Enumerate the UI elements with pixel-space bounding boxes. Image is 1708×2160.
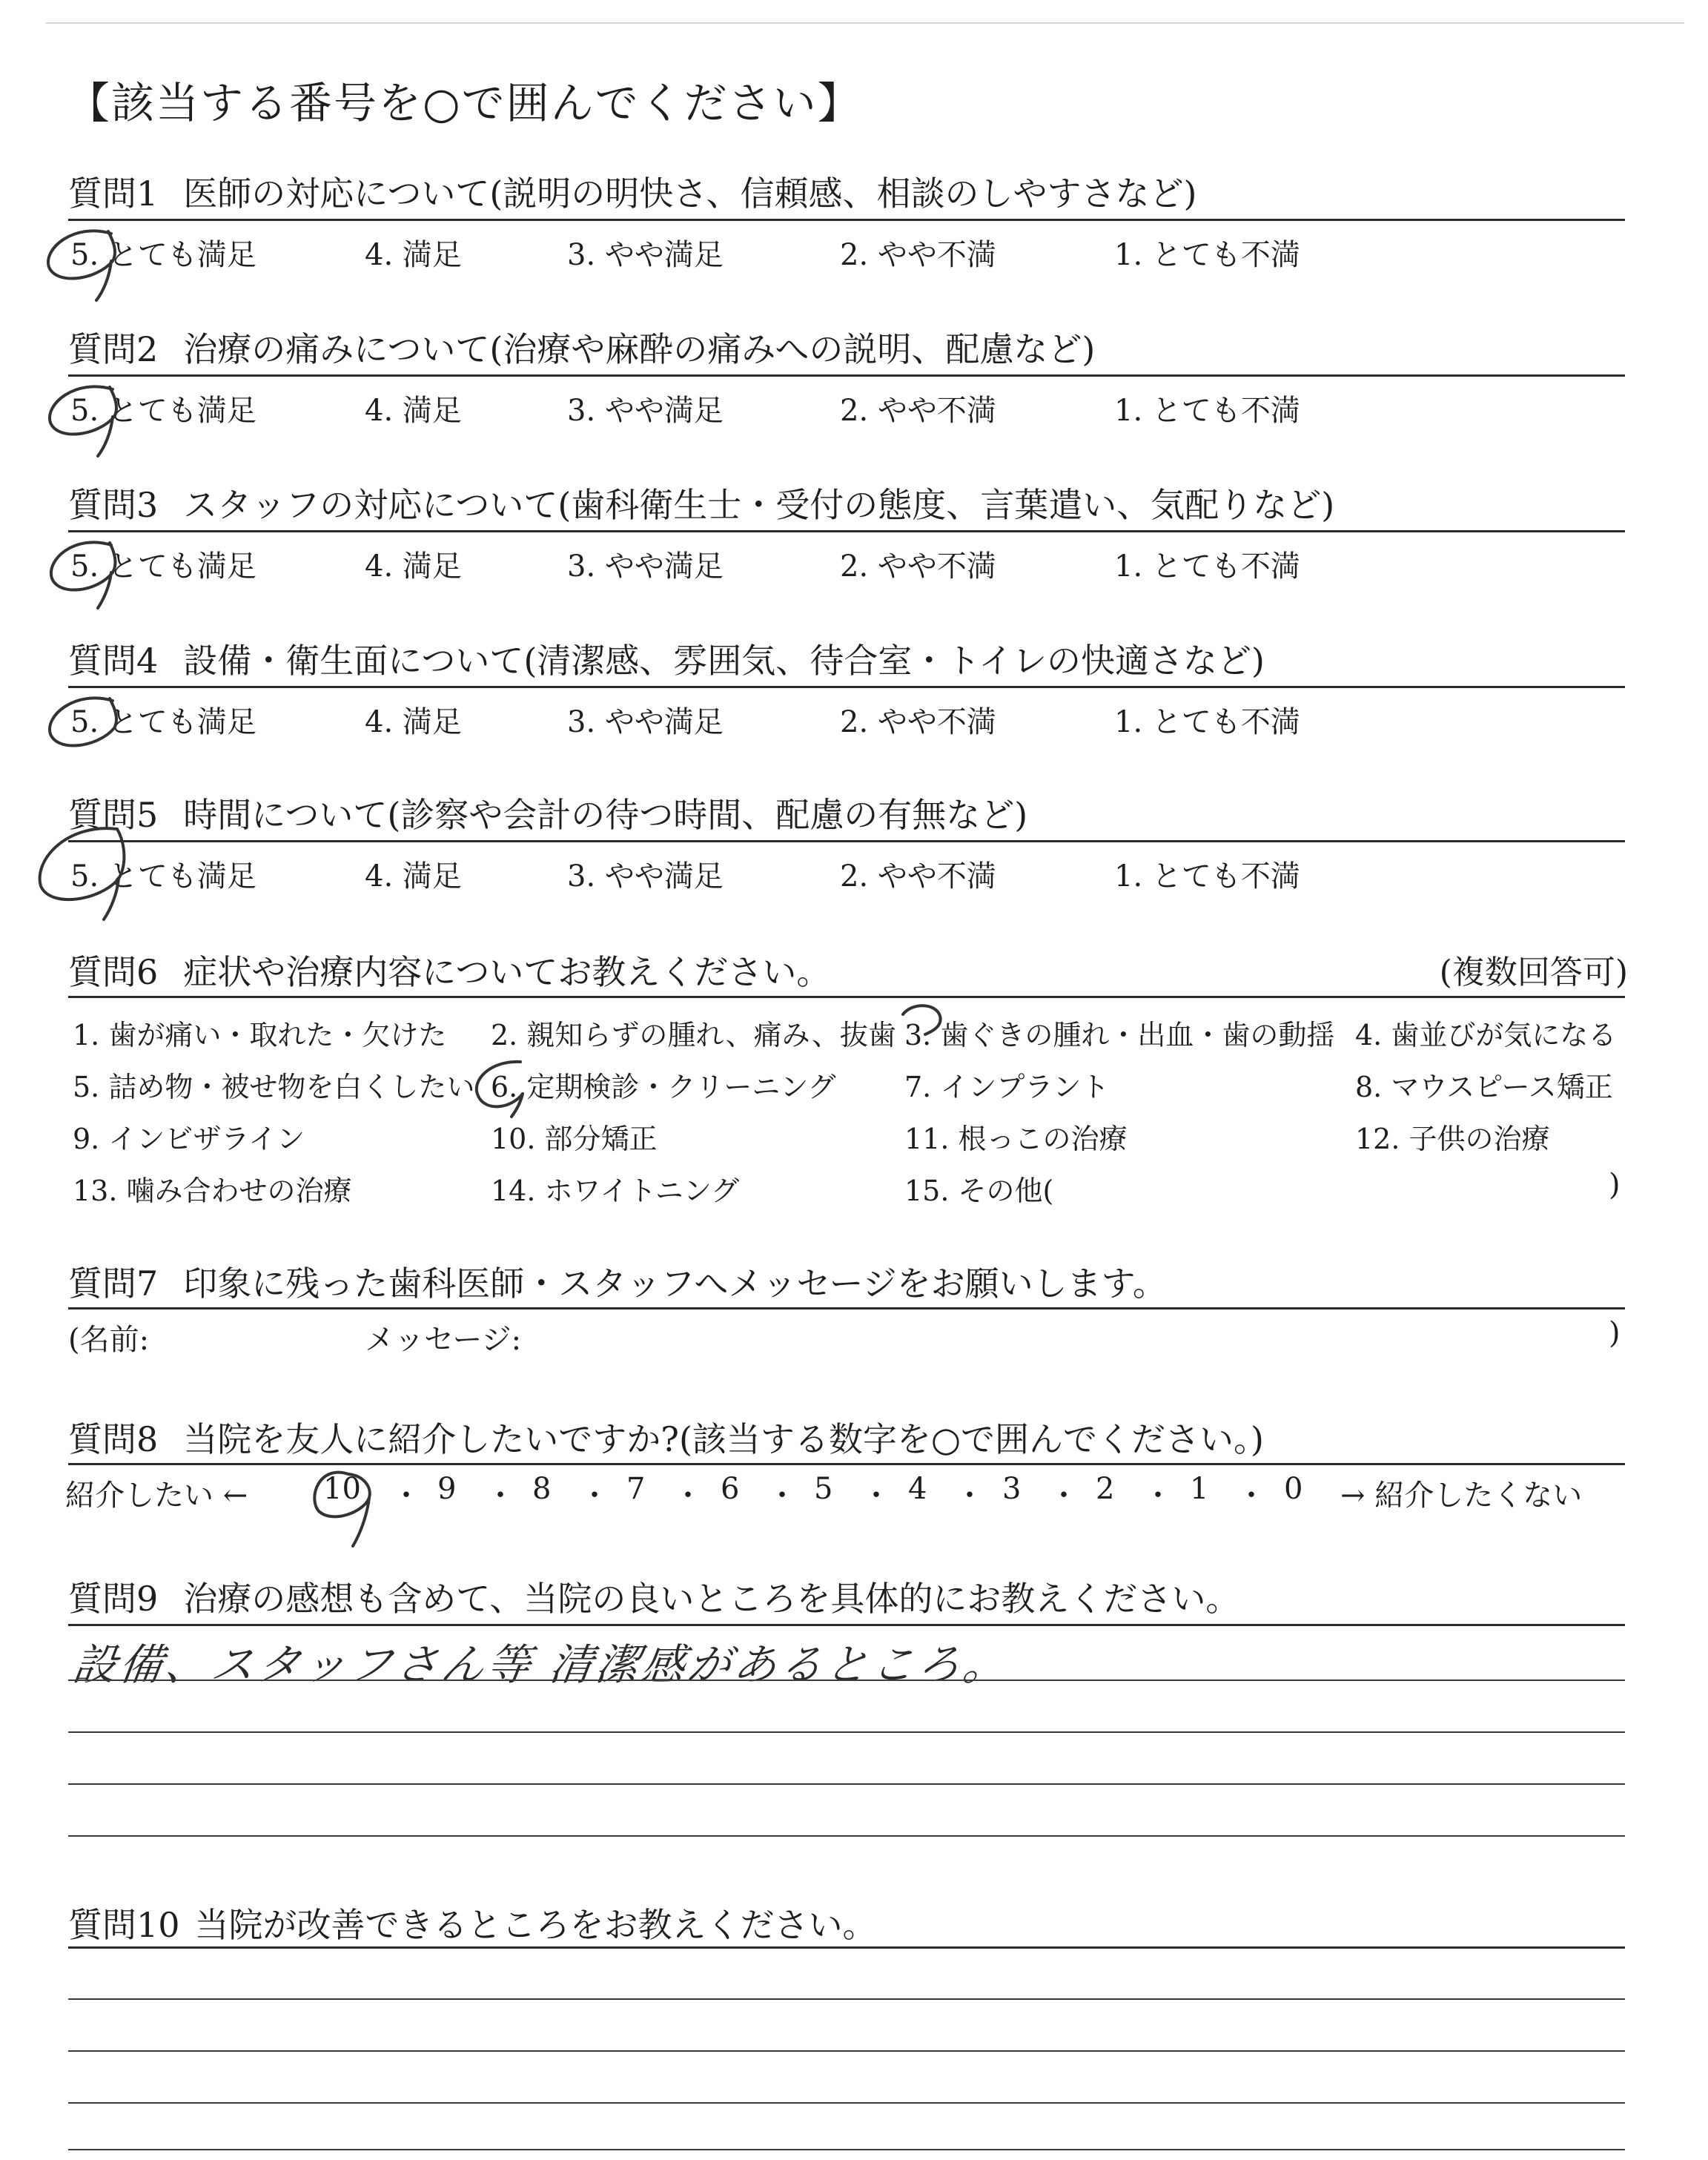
q6-option-8[interactable]: 8. マウスピース矯正 (1355, 1071, 1613, 1103)
q5-option-1[interactable]: 1. とても不満 (1114, 859, 1300, 894)
scale-8[interactable]: 8 (532, 1472, 552, 1506)
q6-option-11[interactable]: 11. 根っこの治療 (904, 1123, 1128, 1155)
question-text: 設備・衛生面について(清潔感、雰囲気、待合室・トイレの快適さなど) (183, 641, 1265, 681)
q6-option-1[interactable]: 1. 歯が痛い・取れた・欠けた (73, 1019, 447, 1051)
question-text: 症状や治療内容についてお教えください。 (183, 952, 831, 992)
question-text: 当院を友人に紹介したいですか?(該当する数字を○で囲んでください。) (183, 1419, 1264, 1459)
q6-option-7[interactable]: 7. インプラント (904, 1071, 1110, 1103)
question-number: 質問4 (68, 641, 159, 681)
question-4 (68, 634, 1265, 683)
question-number: 質問9 (68, 1579, 159, 1619)
scale-7[interactable]: 7 (626, 1472, 646, 1506)
question-2 (68, 323, 1095, 371)
q1-option-3[interactable]: 3. やや満足 (567, 238, 724, 272)
question-number: 質問1 (68, 174, 159, 214)
top-divider (46, 22, 1684, 24)
question-6-rule (68, 996, 1625, 998)
q2-option-1[interactable]: 1. とても不満 (1114, 394, 1300, 428)
q4-option-3[interactable]: 3. やや満足 (567, 705, 724, 739)
question-10-rule (68, 1946, 1625, 1949)
scale-left-label: 紹介したい ← (65, 1479, 248, 1513)
q3-option-3[interactable]: 3. やや満足 (567, 549, 724, 584)
question-number: 質問5 (68, 795, 159, 835)
q6-option-5[interactable]: 5. 詰め物・被せ物を白くしたい (73, 1071, 475, 1103)
scale-sep: ・ (861, 1479, 891, 1513)
question-9 (68, 1572, 1239, 1621)
scale-1[interactable]: 1 (1190, 1472, 1209, 1506)
answer-line (68, 1835, 1625, 1837)
q4-option-2[interactable]: 2. やや不満 (840, 705, 996, 739)
q1-option-1[interactable]: 1. とても不満 (1114, 238, 1300, 272)
scale-right-label: → 紹介したくない (1340, 1479, 1583, 1513)
question-5-rule (68, 840, 1625, 842)
question-number: 質問6 (68, 952, 159, 992)
scale-sep: ・ (1049, 1479, 1079, 1513)
q5-option-5[interactable]: 5. とても満足 (70, 859, 256, 894)
q4-option-5[interactable]: 5. とても満足 (70, 705, 256, 739)
q6-option-15[interactable]: 15. その他( (904, 1175, 1054, 1207)
question-7-rule (68, 1307, 1625, 1309)
q2-option-2[interactable]: 2. やや不満 (840, 394, 996, 428)
scale-2[interactable]: 2 (1096, 1472, 1115, 1506)
q1-option-4[interactable]: 4. 満足 (365, 238, 462, 272)
scale-5[interactable]: 5 (814, 1472, 833, 1506)
question-1 (68, 167, 1196, 216)
question-number: 質問7 (68, 1264, 159, 1304)
question-number: 質問10 (68, 1905, 180, 1945)
answer-line (68, 2149, 1625, 2150)
q3-option-5[interactable]: 5. とても満足 (70, 549, 256, 584)
answer-line (68, 1731, 1625, 1733)
question-1-rule (68, 219, 1625, 221)
question-text: 治療の痛みについて(治療や麻酔の痛みへの説明、配慮など) (183, 329, 1096, 369)
scale-sep: ・ (955, 1479, 984, 1513)
q6-option-6[interactable]: 6. 定期検診・クリーニング (491, 1071, 836, 1103)
q2-option-3[interactable]: 3. やや満足 (567, 394, 724, 428)
question-7 (68, 1257, 1167, 1306)
answer-line (68, 1998, 1625, 2000)
q5-option-4[interactable]: 4. 満足 (365, 859, 462, 894)
q6-option-4[interactable]: 4. 歯並びが気になる (1355, 1019, 1617, 1051)
q6-option-12[interactable]: 12. 子供の治療 (1355, 1123, 1550, 1155)
q7-close: ) (1609, 1316, 1621, 1350)
question-number: 質問2 (68, 329, 159, 369)
question-number: 質問8 (68, 1419, 159, 1459)
question-text: 医師の対応について(説明の明快さ、信頼感、相談のしやすさなど) (183, 174, 1197, 214)
scale-sep: ・ (580, 1479, 609, 1513)
scale-9[interactable]: 9 (437, 1472, 457, 1506)
q9-handwritten-answer: 設備、スタッフさん等 清潔感があるところ。 (70, 1639, 1013, 1690)
scale-0[interactable]: 0 (1284, 1472, 1303, 1506)
question-8-rule (68, 1463, 1625, 1465)
q3-option-4[interactable]: 4. 満足 (365, 549, 462, 584)
q6-other-close: ) (1609, 1168, 1621, 1202)
q6-option-9[interactable]: 9. インビザライン (73, 1123, 305, 1155)
answer-line (68, 2102, 1625, 2104)
scale-sep: ・ (391, 1479, 421, 1513)
question-4-rule (68, 686, 1625, 688)
question-10 (68, 1898, 877, 1947)
q1-option-5[interactable]: 5. とても満足 (70, 238, 256, 272)
question-8 (68, 1413, 1264, 1462)
scale-10[interactable]: 10 (323, 1472, 361, 1506)
q2-option-5[interactable]: 5. とても満足 (70, 394, 256, 428)
scale-sep: ・ (486, 1479, 515, 1513)
scale-sep: ・ (1143, 1479, 1173, 1513)
question-number: 質問3 (68, 485, 159, 525)
q6-option-10[interactable]: 10. 部分矯正 (491, 1123, 658, 1155)
q1-option-2[interactable]: 2. やや不満 (840, 238, 996, 272)
answer-line (68, 1680, 1625, 1681)
question-6 (68, 945, 830, 994)
q5-option-2[interactable]: 2. やや不満 (840, 859, 996, 894)
q6-option-13[interactable]: 13. 噛み合わせの治療 (73, 1175, 352, 1207)
q6-option-2[interactable]: 2. 親知らずの腫れ、痛み、抜歯 (491, 1019, 896, 1051)
q5-option-3[interactable]: 3. やや満足 (567, 859, 724, 894)
question-9-rule (68, 1624, 1625, 1626)
question-text: スタッフの対応について(歯科衛生士・受付の態度、言葉遣い、気配りなど) (183, 485, 1335, 525)
question-3-rule (68, 530, 1625, 532)
q3-option-2[interactable]: 2. やや不満 (840, 549, 996, 584)
multiple-answers-note: (複数回答可) (1439, 954, 1628, 991)
q7-name-label: (名前: (68, 1323, 150, 1357)
answer-line (68, 1783, 1625, 1785)
question-text: 印象に残った歯科医師・スタッフへメッセージをお願いします。 (183, 1264, 1167, 1304)
q2-option-4[interactable]: 4. 満足 (365, 394, 462, 428)
answer-line (68, 2050, 1625, 2052)
question-text: 治療の感想も含めて、当院の良いところを具体的にお教えください。 (183, 1579, 1240, 1619)
scale-sep: ・ (673, 1479, 703, 1513)
question-3 (68, 478, 1334, 527)
scale-sep: ・ (1237, 1479, 1266, 1513)
question-text: 当院が改善できるところをお教えください。 (194, 1905, 877, 1945)
scale-3[interactable]: 3 (1002, 1472, 1022, 1506)
scale-4[interactable]: 4 (908, 1472, 927, 1506)
question-text: 時間について(診察や会計の待つ時間、配慮の有無など) (183, 795, 1028, 835)
question-5 (68, 788, 1027, 837)
q4-option-1[interactable]: 1. とても不満 (1114, 705, 1300, 739)
q3-option-1[interactable]: 1. とても不満 (1114, 549, 1300, 584)
q6-option-3[interactable]: 3. 歯ぐきの腫れ・出血・歯の動揺 (904, 1019, 1335, 1051)
q7-message-label: メッセージ: (365, 1323, 522, 1357)
q4-option-4[interactable]: 4. 満足 (365, 705, 462, 739)
scale-6[interactable]: 6 (721, 1472, 740, 1506)
question-2-rule (68, 374, 1625, 377)
scale-sep: ・ (767, 1479, 797, 1513)
q6-option-14[interactable]: 14. ホワイトニング (491, 1175, 740, 1207)
page-title: 【該当する番号を○で囲んでください】 (67, 78, 862, 128)
